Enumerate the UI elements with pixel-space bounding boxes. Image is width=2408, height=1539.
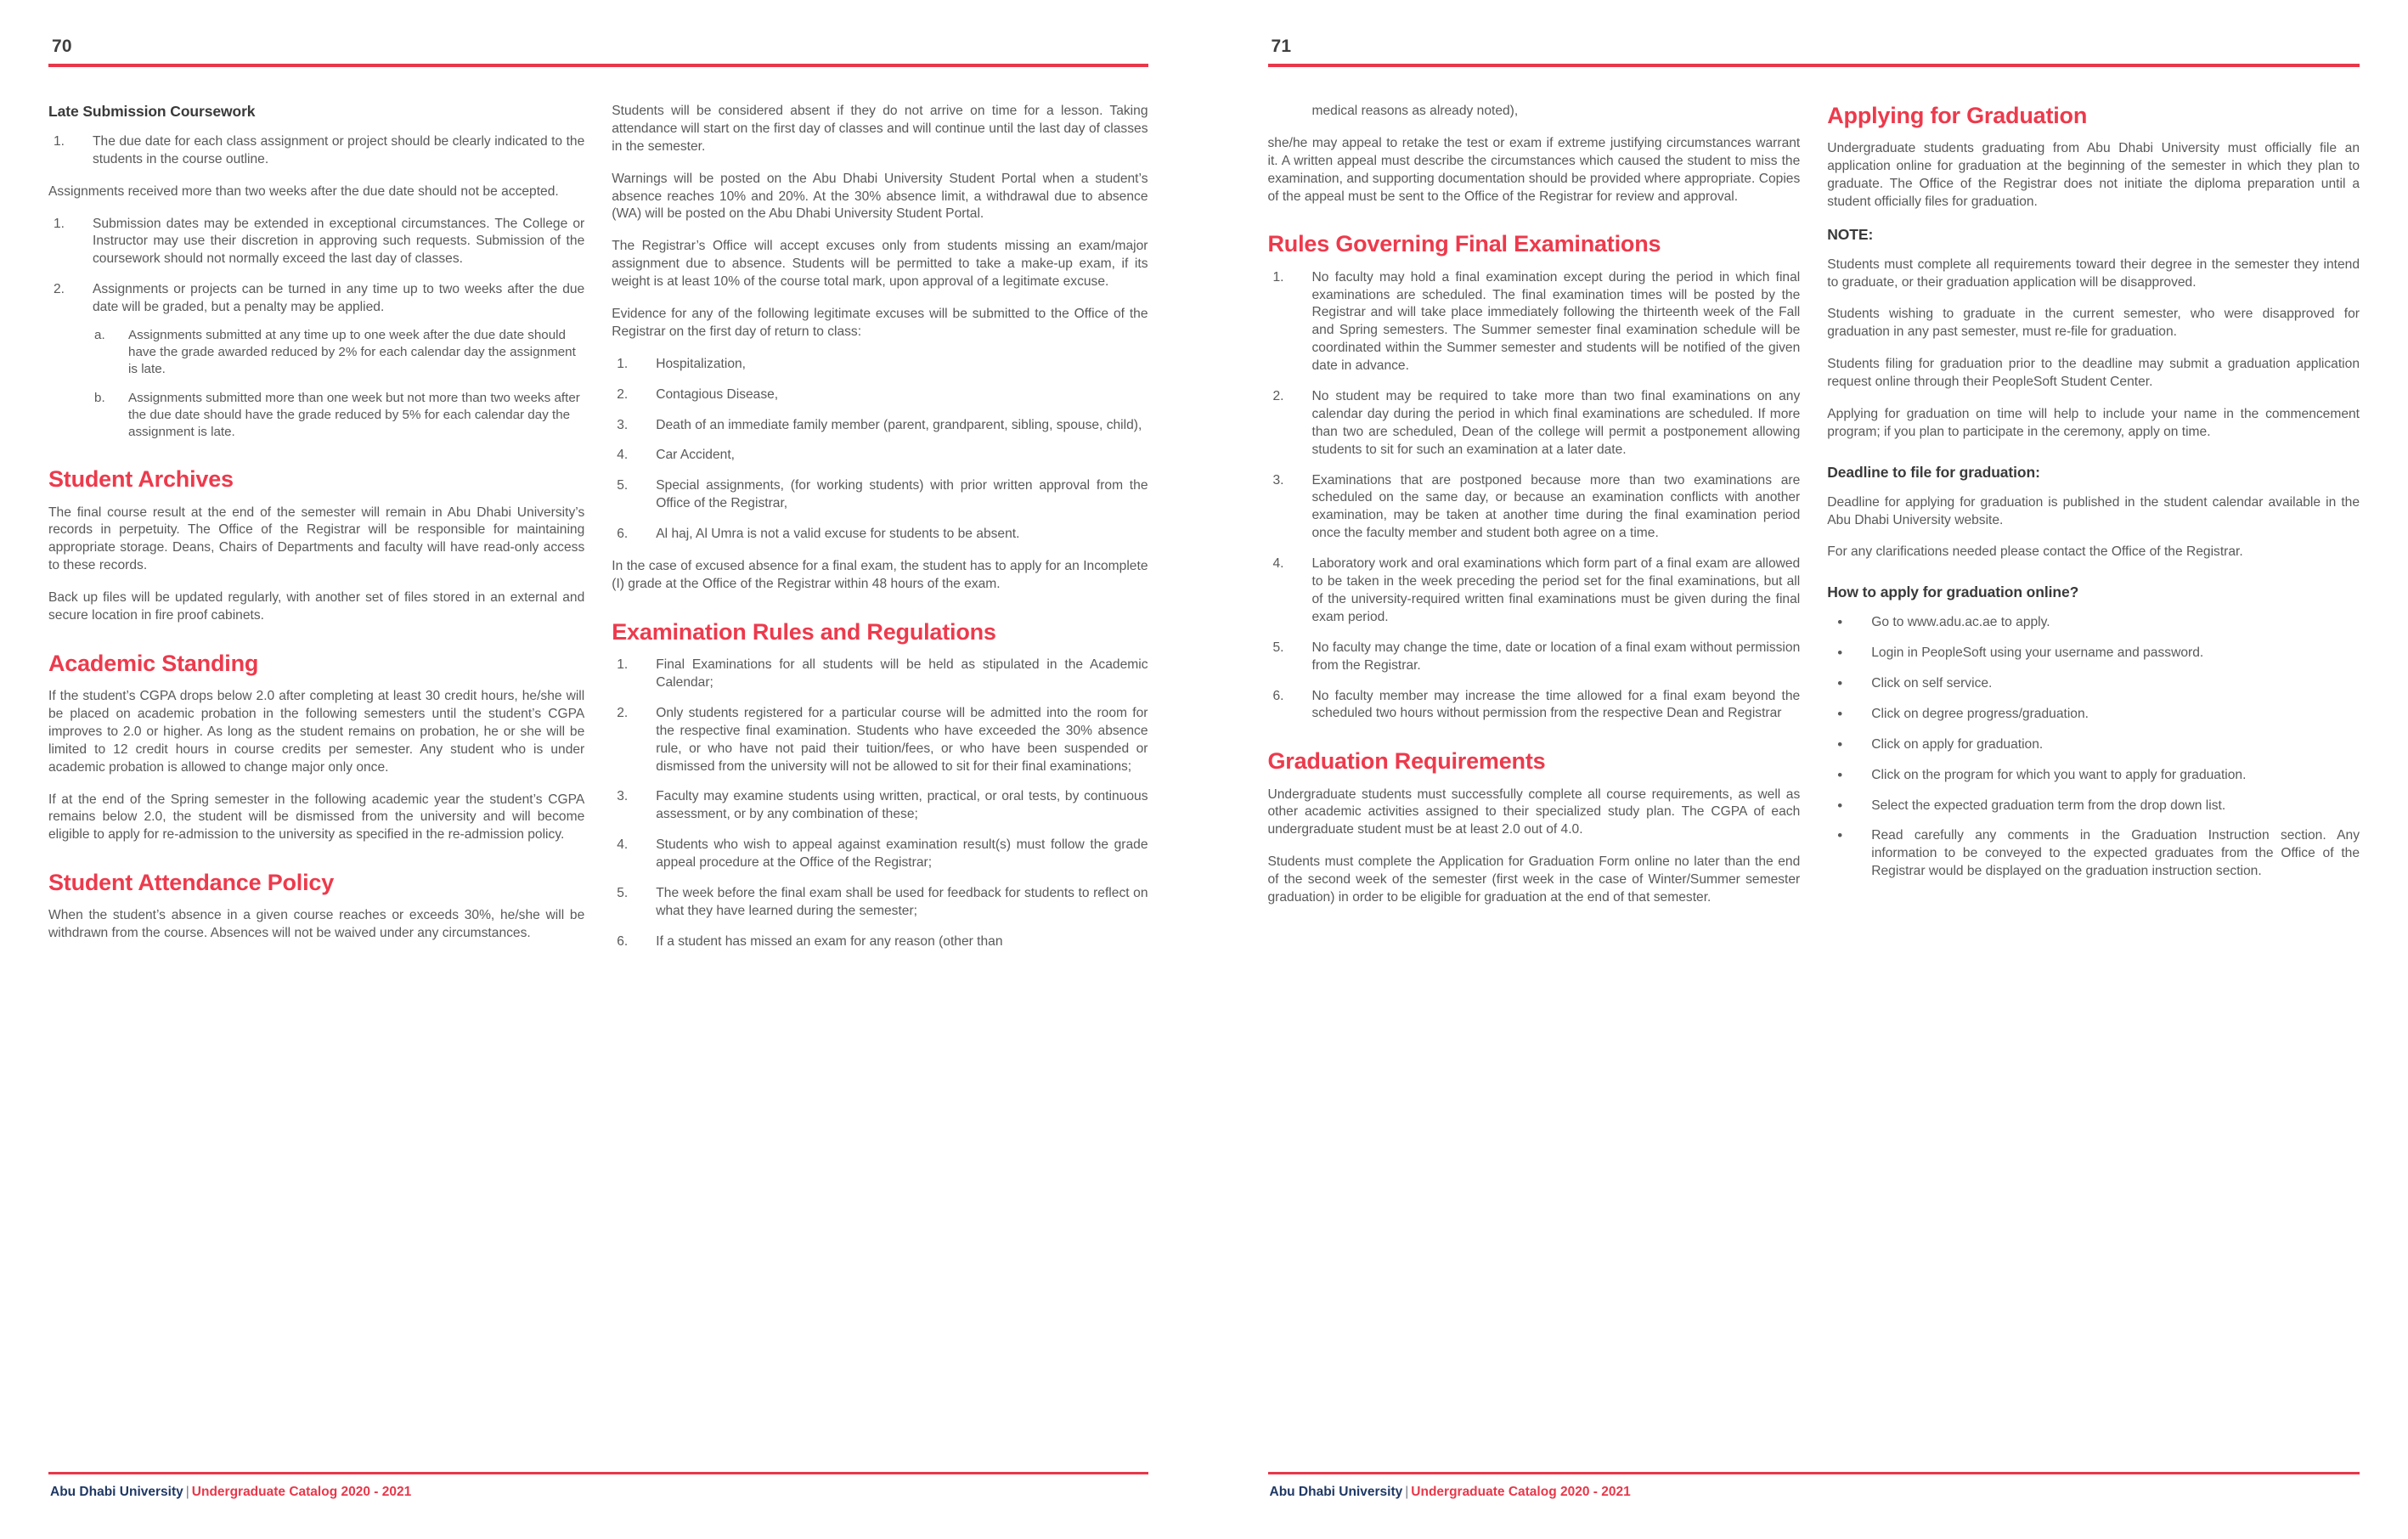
paragraph-graduation-requirements-2: Students must complete the Application for Graduation Form online no later than the end of the second week of the semester (first week in the case of Winter/Summer semester graduation) in order to be eligible for graduation at the end of that semester. xyxy=(1267,854,1801,905)
footer-university-left: Abu Dhabi University xyxy=(50,1485,183,1499)
list-item xyxy=(1827,736,2360,754)
heading-student-attendance-policy: Student Attendance Policy xyxy=(48,870,335,896)
list-text: Car Accident, xyxy=(656,448,735,463)
list-text: Death of an immediate family member (parent, grandparent, sibling, spouse, child), xyxy=(656,417,1142,432)
examination-rules-list xyxy=(612,657,1148,951)
list-item xyxy=(612,526,1148,544)
page-right-columns xyxy=(1268,67,2360,1472)
list-text: The week before the final exam shall be used for feedback for students to reflect on what they have learned during the semester; xyxy=(656,885,1148,918)
right-column-1 xyxy=(1268,103,1801,1472)
list-marker: 1. xyxy=(54,216,65,231)
list-marker: 6. xyxy=(617,527,629,542)
heading-rules-governing-final-examinations: Rules Governing Final Examinations xyxy=(1267,231,1661,257)
paragraph-applying-for-graduation: Undergraduate students graduating from Abu Dhabi University must officially file an application online for graduation at the beginning of the semester in which they plan to graduate. The Office of the Registrar does not initiate the diploma preparation until a student officially files for graduation. xyxy=(1827,141,2360,209)
late-submission-list-2 xyxy=(48,216,584,442)
list-text: Assignments submitted at any time up to one week after the due date should have the grade awarded reduced by 2% for each calendar day the assignment is late. xyxy=(128,328,576,377)
list-text: Go to www.adu.ac.ae to apply. xyxy=(1871,615,2050,630)
footer-rule-left xyxy=(48,1472,1148,1474)
list-marker: 5. xyxy=(617,885,629,900)
list-item xyxy=(1268,688,1801,724)
paragraph-appeal-retake: she/he may appeal to retake the test or exam if extreme justifying circumstances warrant it. A written appeal must describe the circumstances which caused the student to miss the examination, and supporting documentation should be provided where appropriate. Copies of the appeal must be sent to the Office of the Registrar for review and approval. xyxy=(1267,135,1801,204)
footer-separator-left: | xyxy=(185,1485,189,1499)
paragraph-incomplete-grade: In the case of excused absence for a final exam, the student has to apply for an Incomplete (I) grade at the Office of the Registrar within 48 hours of the exam. xyxy=(612,559,1148,591)
list-marker: b. xyxy=(94,390,105,405)
list-text: Students who wish to appeal against examination result(s) must follow the grade appeal procedure at the Office of the Registrar; xyxy=(656,837,1148,871)
list-marker: 6. xyxy=(1272,688,1284,703)
list-item xyxy=(612,837,1148,872)
list-text: Login in PeopleSoft using your username and password. xyxy=(1871,645,2204,661)
paragraph-graduation-requirements-1: Undergraduate students must successfully complete all course requirements, as well as other academic activities assigned to their specialized study plan. The CGPA of each undergraduate student must be at least 2.0 out of 4.0. xyxy=(1267,786,1801,837)
heading-applying-for-graduation: Applying for Graduation xyxy=(1827,103,2088,128)
footer-separator-right: | xyxy=(1405,1485,1409,1499)
heading-student-archives: Student Archives xyxy=(48,466,234,493)
footer-text-right xyxy=(1268,1485,2360,1500)
list-marker: 1. xyxy=(617,356,629,371)
heading-academic-standing: Academic Standing xyxy=(48,650,259,676)
paragraph-warnings: Warnings will be posted on the Abu Dhabi University Student Portal when a student’s absence reaches 10% and 20%. At the 30% absence limit, a withdrawal due to absence (WA) will be posted on the Abu Dhabi University Student Portal. xyxy=(612,171,1148,222)
list-item xyxy=(1268,269,1801,375)
heading-how-to-apply-online: How to apply for graduation online? xyxy=(1827,583,2079,601)
bullet-icon: • xyxy=(1837,797,1843,814)
list-item xyxy=(1827,645,2360,662)
paragraph-note-3: Students filing for graduation prior to the deadline may submit a graduation application request online through their PeopleSoft Student Center. xyxy=(1827,357,2360,390)
heading-graduation-requirements: Graduation Requirements xyxy=(1267,748,1546,775)
heading-note: NOTE: xyxy=(1827,225,1874,243)
page-right-footer xyxy=(1268,1472,2360,1539)
list-item xyxy=(93,327,584,379)
list-text: Click on self service. xyxy=(1871,676,1993,691)
paragraph-note-2: Students wishing to graduate in the current semester, who were disapproved for graduation in any past semester, must re-file for graduation. xyxy=(1827,307,2360,340)
how-to-apply-steps-list xyxy=(1827,614,2360,881)
list-item xyxy=(612,885,1148,921)
paragraph-note-4: Applying for graduation on time will help to include your name in the commencement program; if you plan to participate in the ceremony, apply on time. xyxy=(1827,407,2360,439)
list-marker: 5. xyxy=(617,478,629,493)
paragraph-continued-medical-reasons: medical reasons as already noted), xyxy=(1311,104,1519,118)
list-item xyxy=(1268,555,1801,627)
list-marker: 3. xyxy=(1272,472,1284,488)
right-column-2 xyxy=(1827,103,2360,1472)
list-marker: 1. xyxy=(1272,269,1284,285)
list-marker: 5. xyxy=(1272,640,1284,655)
list-text: Click on the program for which you want to apply for graduation. xyxy=(1871,767,2247,782)
list-item xyxy=(48,133,584,169)
list-item xyxy=(1827,827,2360,881)
paragraph-registrar-office: The Registrar’s Office will accept excuses only from students missing an exam/major assignment due to absence. Students will be permitted to take a make-up exam, if its weight is at least 10% of the course total mark, upon approval of a legitimate excuse. xyxy=(612,239,1148,290)
list-item xyxy=(1827,675,2360,693)
list-text: Al haj, Al Umra is not a valid excuse for students to be absent. xyxy=(656,527,1020,542)
legitimate-excuses-list xyxy=(612,356,1148,544)
list-marker: 2. xyxy=(1272,389,1284,404)
heading-deadline-to-file: Deadline to file for graduation: xyxy=(1827,463,2040,481)
list-item xyxy=(612,386,1148,404)
bullet-icon: • xyxy=(1837,614,1843,631)
list-item xyxy=(612,447,1148,465)
page-number-right: 71 xyxy=(1271,37,1292,56)
list-text: No faculty may hold a final examination except during the period in which final examinations are scheduled. The final examination times will be posted by the Registrar and will take place immediately following the thirteenth week of the Fall and Spring semesters. The Summer semester final examination schedule will be coordinated within the Summer semester and students will be notified of the given date in advance. xyxy=(1311,269,1801,374)
list-text: Only students registered for a particular course will be admitted into the room for the respective final examination. Students who have exceeded the 30% absence rule, or who have not paid their tuition/fees, or who have been suspended or dismissed from the university will not be allowed to sit for their final examinations; xyxy=(656,705,1148,774)
list-marker: 1. xyxy=(617,657,629,673)
list-text: The due date for each class assignment or project should be clearly indicated to the students in the course outline. xyxy=(93,133,585,166)
list-text: Hospitalization, xyxy=(656,356,746,371)
list-text: Laboratory work and oral examinations which form part of a final exam are allowed to be taken in the week preceding the period set for the final examinations, but all of the university-required written final examinations must be given during the final exam period. xyxy=(1311,556,1801,624)
late-submission-sublist xyxy=(93,327,584,441)
list-text: Read carefully any comments in the Graduation Instruction section. Any information to be conveyed to the expected graduates from the Office of the Registrar would be displayed on the graduation instruction section. xyxy=(1871,828,2360,879)
paragraph-deadline-2: For any clarifications needed please contact the Office of the Registrar. xyxy=(1827,544,2243,560)
footer-text-left xyxy=(48,1485,1148,1500)
list-item xyxy=(612,657,1148,692)
footer-catalog-right: Undergraduate Catalog 2020 - 2021 xyxy=(1411,1485,1631,1499)
paragraph-archives-1: The final course result at the end of the semester will remain in Abu Dhabi University’s records in perpetuity. The Office of the Registrar will be responsible for maintaining appropriate storage. Deans, Chairs of Departments and faculty will have read-only access to these records. xyxy=(48,505,585,573)
paragraph-deadline-1: Deadline for applying for graduation is published in the student calendar available in the Abu Dhabi University website. xyxy=(1827,494,2360,527)
list-item xyxy=(1268,472,1801,544)
bullet-icon: • xyxy=(1837,705,1843,722)
bullet-icon: • xyxy=(1837,675,1843,691)
final-examination-rules-list xyxy=(1268,269,1801,724)
list-item xyxy=(48,216,584,269)
page-number-left: 70 xyxy=(52,37,72,56)
page-right-header xyxy=(1268,37,2360,67)
list-text: Select the expected graduation term from the drop down list. xyxy=(1871,798,2226,813)
list-marker: 6. xyxy=(617,933,629,949)
list-item xyxy=(93,390,584,442)
paragraph-evidence: Evidence for any of the following legitimate excuses will be submitted to the Office of the Registrar on the first day of return to class: xyxy=(612,307,1148,339)
list-item xyxy=(612,356,1148,374)
list-item xyxy=(612,788,1148,824)
list-marker: 3. xyxy=(617,417,629,432)
list-item xyxy=(612,417,1148,435)
page-left-header xyxy=(48,37,1148,67)
list-marker: 4. xyxy=(617,448,629,463)
list-text: No student may be required to take more than two final examinations on any calendar day during the period in which final examinations are scheduled. If more than two are scheduled, Dean of the college will permit a postponement allowing students to sit for such an examination at a later date. xyxy=(1311,389,1801,457)
list-text: Faculty may examine students using written, practical, or oral tests, by continuous assessment, or by any combination of these; xyxy=(656,789,1148,822)
list-item xyxy=(48,281,584,441)
list-item xyxy=(1827,798,2360,815)
late-submission-list-1 xyxy=(48,133,584,169)
list-item xyxy=(1827,767,2360,785)
list-marker: 3. xyxy=(617,789,629,804)
list-item xyxy=(1268,388,1801,459)
footer-university-right: Abu Dhabi University xyxy=(1269,1485,1403,1499)
left-column-1 xyxy=(48,103,584,1472)
list-text: Assignments or projects can be turned in any time up to two weeks after the due date will be graded, but a penalty may be applied. xyxy=(93,282,585,315)
list-marker: a. xyxy=(94,328,105,342)
list-text: Final Examinations for all students will be held as stipulated in the Academic Calendar; xyxy=(656,657,1148,690)
list-text: If a student has missed an exam for any reason (other than xyxy=(656,933,1003,949)
list-text: No faculty member may increase the time allowed for a final exam beyond the scheduled two hours without permission from the respective Dean and Registrar xyxy=(1311,688,1801,721)
list-text: Submission dates may be extended in exceptional circumstances. The College or Instructor may use their discretion in approving such requests. Submission of the coursework should not normally exceed the last day of classes. xyxy=(93,216,585,267)
list-item xyxy=(1827,706,2360,724)
list-item xyxy=(612,477,1148,513)
list-item xyxy=(612,705,1148,776)
paragraph-considered-absent: Students will be considered absent if they do not arrive on time for a lesson. Taking attendance will start on the first day of classes and will continue until the last day of classes in the semester. xyxy=(612,104,1148,154)
list-text: Contagious Disease, xyxy=(656,386,779,402)
footer-rule-right xyxy=(1268,1472,2360,1474)
paragraph-standing-2: If at the end of the Spring semester in the following academic year the student’s CGPA remains below 2.0, the student will be dismissed from the university and will become eligible to apply for re-admission to the university as specified in the re-admission policy. xyxy=(48,792,585,843)
page-left-footer xyxy=(48,1472,1148,1539)
paragraph-archives-2: Back up files will be updated regularly, with another set of files stored in an external and secure location in fire proof cabinets. xyxy=(48,590,585,623)
list-marker: 4. xyxy=(617,837,629,853)
list-marker: 2. xyxy=(54,282,65,297)
page-right xyxy=(1204,0,2408,1539)
list-text: Special assignments, (for working students) with prior written approval from the Office of the Registrar, xyxy=(656,478,1148,511)
list-marker: 4. xyxy=(1272,556,1284,572)
bullet-icon: • xyxy=(1837,645,1843,662)
left-column-2 xyxy=(612,103,1148,1472)
list-text: No faculty may change the time, date or location of a final exam without permission from the Registrar. xyxy=(1311,640,1801,673)
bullet-icon: • xyxy=(1837,736,1843,753)
paragraph-attendance: When the student’s absence in a given course reaches or exceeds 30%, he/she will be withdrawn from the course. Absences will not be waived under any circumstances. xyxy=(48,908,585,941)
footer-catalog-left: Undergraduate Catalog 2020 - 2021 xyxy=(191,1485,412,1499)
list-item xyxy=(1827,614,2360,632)
paragraph-standing-1: If the student’s CGPA drops below 2.0 after completing at least 30 credit hours, he/she will be placed on academic probation in the following semesters until the student’s CGPA improves to 2.0 or higher. As long as the student remains on probation, he or she will be limited to 12 credit hours in course credits per semester. Any student who is under academic probation is allowed to change major only once. xyxy=(48,689,585,775)
heading-late-submission-coursework: Late Submission Coursework xyxy=(48,103,256,120)
list-text: Click on degree progress/graduation. xyxy=(1871,706,2089,721)
bullet-icon: • xyxy=(1837,827,1843,844)
bullet-icon: • xyxy=(1837,766,1843,783)
list-marker: 2. xyxy=(617,705,629,720)
paragraph-assignments-received: Assignments received more than two weeks after the due date should not be accepted. xyxy=(48,183,559,199)
list-text: Click on apply for graduation. xyxy=(1871,736,2044,752)
heading-examination-rules-and-regulations: Examination Rules and Regulations xyxy=(612,618,996,645)
page-left-columns xyxy=(48,67,1148,1472)
list-marker: 1. xyxy=(54,133,65,149)
list-text: Assignments submitted more than one week but not more than two weeks after the due date should have the grade reduced by 5% for each calendar day the assignment is late. xyxy=(128,390,580,440)
paragraph-note-1: Students must complete all requirements toward their degree in the semester they intend to graduate, or their graduation application will be disapproved. xyxy=(1827,256,2360,290)
list-text: Examinations that are postponed because more than two examinations are scheduled on the same day, or because an examination conflicts with another examination, may be taken at another time during the final examination period once the faculty member and student both agree on a time. xyxy=(1311,472,1801,541)
list-item xyxy=(612,933,1148,951)
list-item xyxy=(1268,640,1801,675)
list-marker: 2. xyxy=(617,386,629,402)
